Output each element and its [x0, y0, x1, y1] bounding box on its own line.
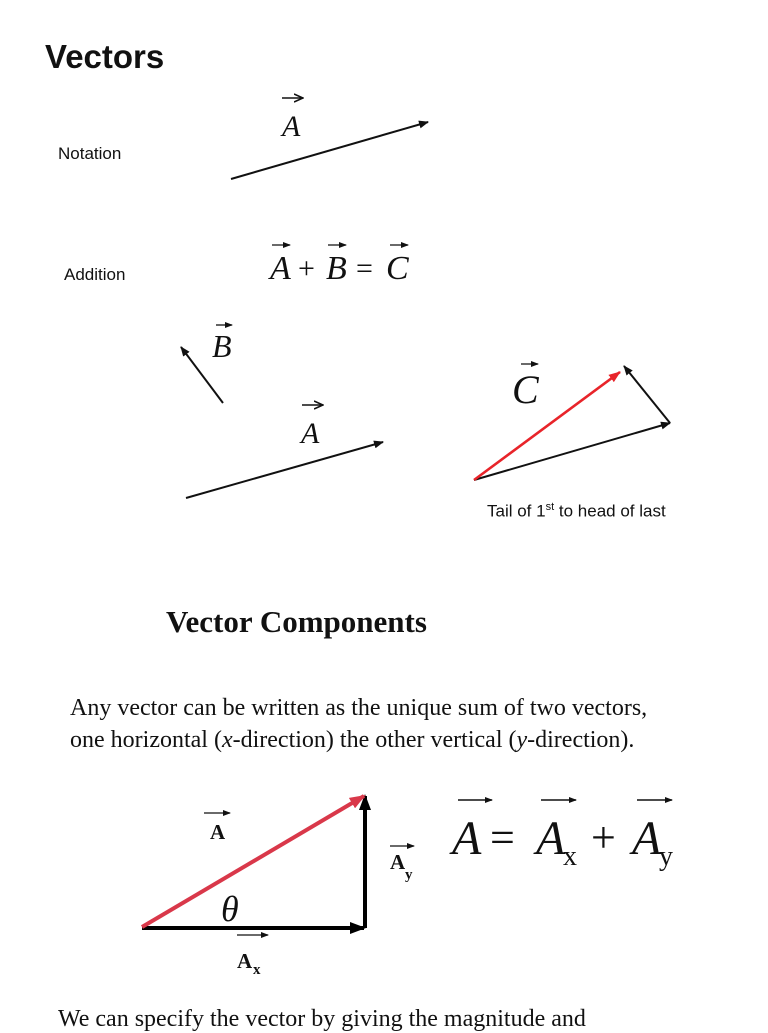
para2-a: one horizontal ( — [70, 727, 222, 753]
para2-b: -direction) the other vertical ( — [232, 727, 517, 753]
vector-c-symbol: C — [512, 367, 539, 412]
diagram-ax-sub: x — [253, 962, 261, 978]
components-formula — [449, 800, 673, 872]
para2-y: y — [516, 727, 528, 753]
formula-equals: = — [490, 813, 515, 862]
vector-b — [181, 325, 232, 403]
eq-b: B — [326, 250, 347, 287]
caption-post: to head of last — [554, 501, 666, 521]
para2-c: -direction). — [527, 727, 635, 753]
tail-to-head-diagram — [474, 364, 670, 480]
addition-equation — [268, 245, 409, 287]
diagram-a-label: A — [210, 820, 226, 844]
eq-c: C — [386, 250, 409, 287]
diagram-ay-label: A — [390, 850, 406, 874]
notation-symbol-text: A — [282, 110, 301, 143]
vector-b-symbol: B — [212, 328, 232, 364]
components-para-line2 — [70, 727, 634, 754]
addition-label: Addition — [64, 265, 126, 284]
formula-lhs: A — [452, 812, 482, 865]
diagram-ax-label: A — [237, 949, 253, 973]
vector-a — [186, 405, 383, 498]
components-heading: Vector Components — [166, 604, 427, 639]
para2-x: x — [221, 727, 233, 753]
tail-to-head-caption — [487, 501, 666, 522]
formula-t2: A — [632, 812, 662, 865]
eq-a: A — [270, 250, 291, 287]
eq-plus: + — [298, 252, 315, 285]
vector-a-symbol: A — [301, 417, 320, 450]
caption-sup: st — [545, 501, 555, 513]
formula-t2-sub: y — [659, 841, 673, 872]
angle-theta: θ — [221, 889, 239, 929]
formula-plus: + — [591, 813, 616, 862]
caption-pre: Tail of 1 — [487, 501, 546, 521]
formula-t1: A — [536, 812, 566, 865]
diagram-ay-sub: y — [405, 867, 413, 883]
components-para-line1: Any vector can be written as the unique sum of two vectors, — [70, 695, 648, 721]
formula-t1-sub: x — [563, 841, 577, 872]
components-diagram — [142, 796, 414, 978]
notation-vector — [231, 122, 428, 179]
page-title: Vectors — [45, 38, 165, 75]
footer-text: We can specify the vector by giving the magnitude and — [58, 1006, 586, 1032]
notation-symbol — [280, 98, 303, 143]
notation-label: Notation — [58, 144, 122, 163]
eq-equals: = — [356, 252, 373, 285]
